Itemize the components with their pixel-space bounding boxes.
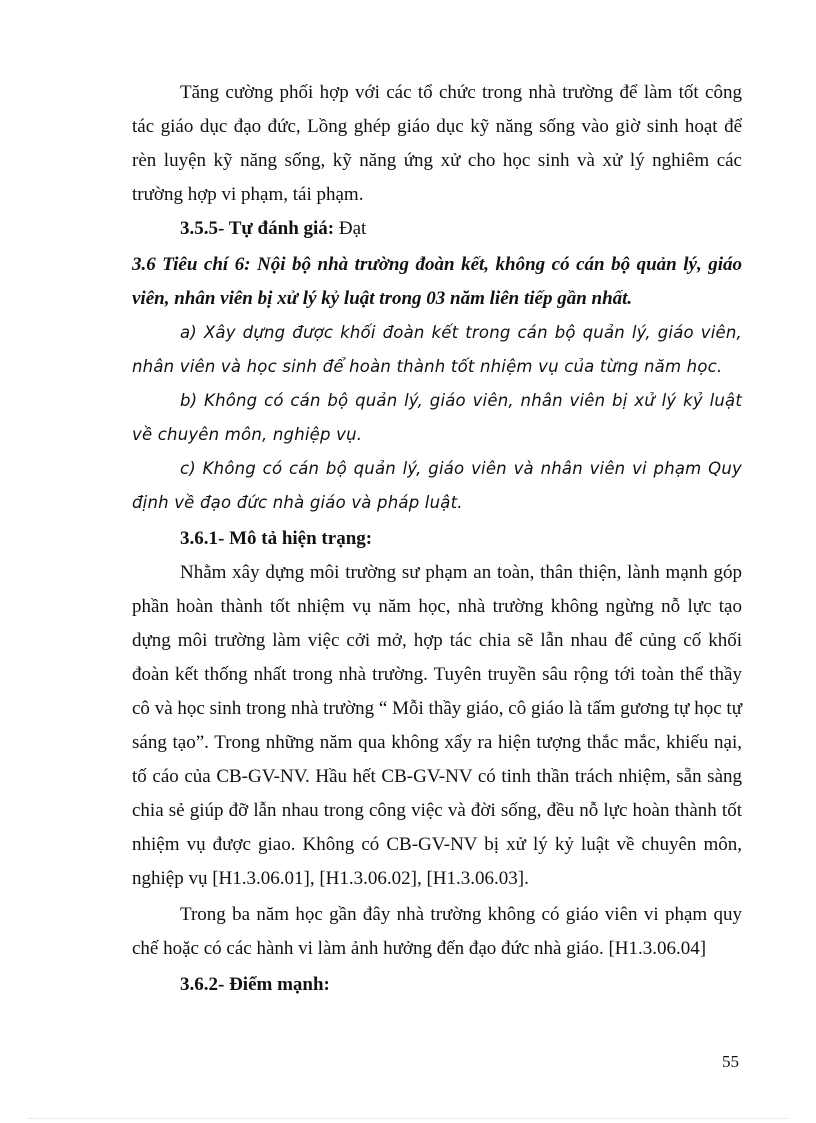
heading-3-6-2: 3.6.2- Điểm mạnh: xyxy=(180,974,330,995)
page-bottom-divider xyxy=(28,1118,788,1119)
self-assessment-value: Đạt xyxy=(338,218,367,239)
heading-3-6-criterion: 3.6 Tiêu chí 6: Nội bộ nhà trường đoàn kết, không có cán bộ quản lý, giáo viên, nhân viên bị xử lý kỷ luật trong 03 năm liên tiếp gần nhất. xyxy=(132,254,742,309)
paragraph-coordination: Tăng cường phối hợp với các tổ chức trong nhà trường để làm tốt công tác giáo dục đạo đức, Lồng ghép giáo dục kỹ năng sống vào giờ sinh hoạt để rèn luyện kỹ năng sống, kỹ năng ứng xử cho học sinh và xử lý nghiêm các trường hợp vi phạm, tái phạm. xyxy=(132,82,742,205)
heading-3-5-5 xyxy=(132,212,742,246)
heading-3-5-5-label: 3.5.5- Tự đánh giá: xyxy=(180,218,335,239)
criterion-item-b: b) Không có cán bộ quản lý, giáo viên, nhân viên bị xử lý kỷ luật về chuyên môn, nghiệp vụ. xyxy=(132,391,742,444)
page-number: 55 xyxy=(722,1052,739,1071)
criterion-item-c: c) Không có cán bộ quản lý, giáo viên và nhân viên vi phạm Quy định về đạo đức nhà giáo và pháp luật. xyxy=(132,459,742,512)
criterion-item-a: a) Xây dựng được khối đoàn kết trong cán bộ quản lý, giáo viên, nhân viên và học sinh để hoàn thành tốt nhiệm vụ của từng năm học. xyxy=(132,323,742,376)
heading-3-6-1: 3.6.1- Mô tả hiện trạng: xyxy=(180,528,373,549)
paragraph-no-violations: Trong ba năm học gần đây nhà trường không có giáo viên vi phạm quy chế hoặc có các hành vi làm ảnh hưởng đến đạo đức nhà giáo. [H1.3.06.04] xyxy=(132,904,742,959)
paragraph-current-status: Nhằm xây dựng môi trường sư phạm an toàn, thân thiện, lành mạnh góp phần hoàn thành tốt nhiệm vụ năm học, nhà trường không ngừng nỗ lực tạo dựng môi trường làm việc cởi mở, hợp tác chia sẽ lẫn nhau để củng cố khối đoàn kết thống nhất trong nhà trường. Tuyên truyền sâu rộng tới toàn thể thầy cô và học sinh trong nhà trường “ Mỗi thầy giáo, cô giáo là tấm gương tự học tự sáng tạo”. Trong những năm qua không xẩy ra hiện tượng thắc mắc, khiếu nại, tố cáo của CB-GV-NV. Hầu hết CB-GV-NV có tinh thần trách nhiệm, sẵn sàng chia sẻ giúp đỡ lẫn nhau trong công việc và đời sống, đều nỗ lực hoàn thành tốt nhiệm vụ được giao. Không có CB-GV-NV bị xử lý kỷ luật về chuyên môn, nghiệp vụ [H1.3.06.01], [H1.3.06.02], [H1.3.06.03]. xyxy=(132,562,742,889)
